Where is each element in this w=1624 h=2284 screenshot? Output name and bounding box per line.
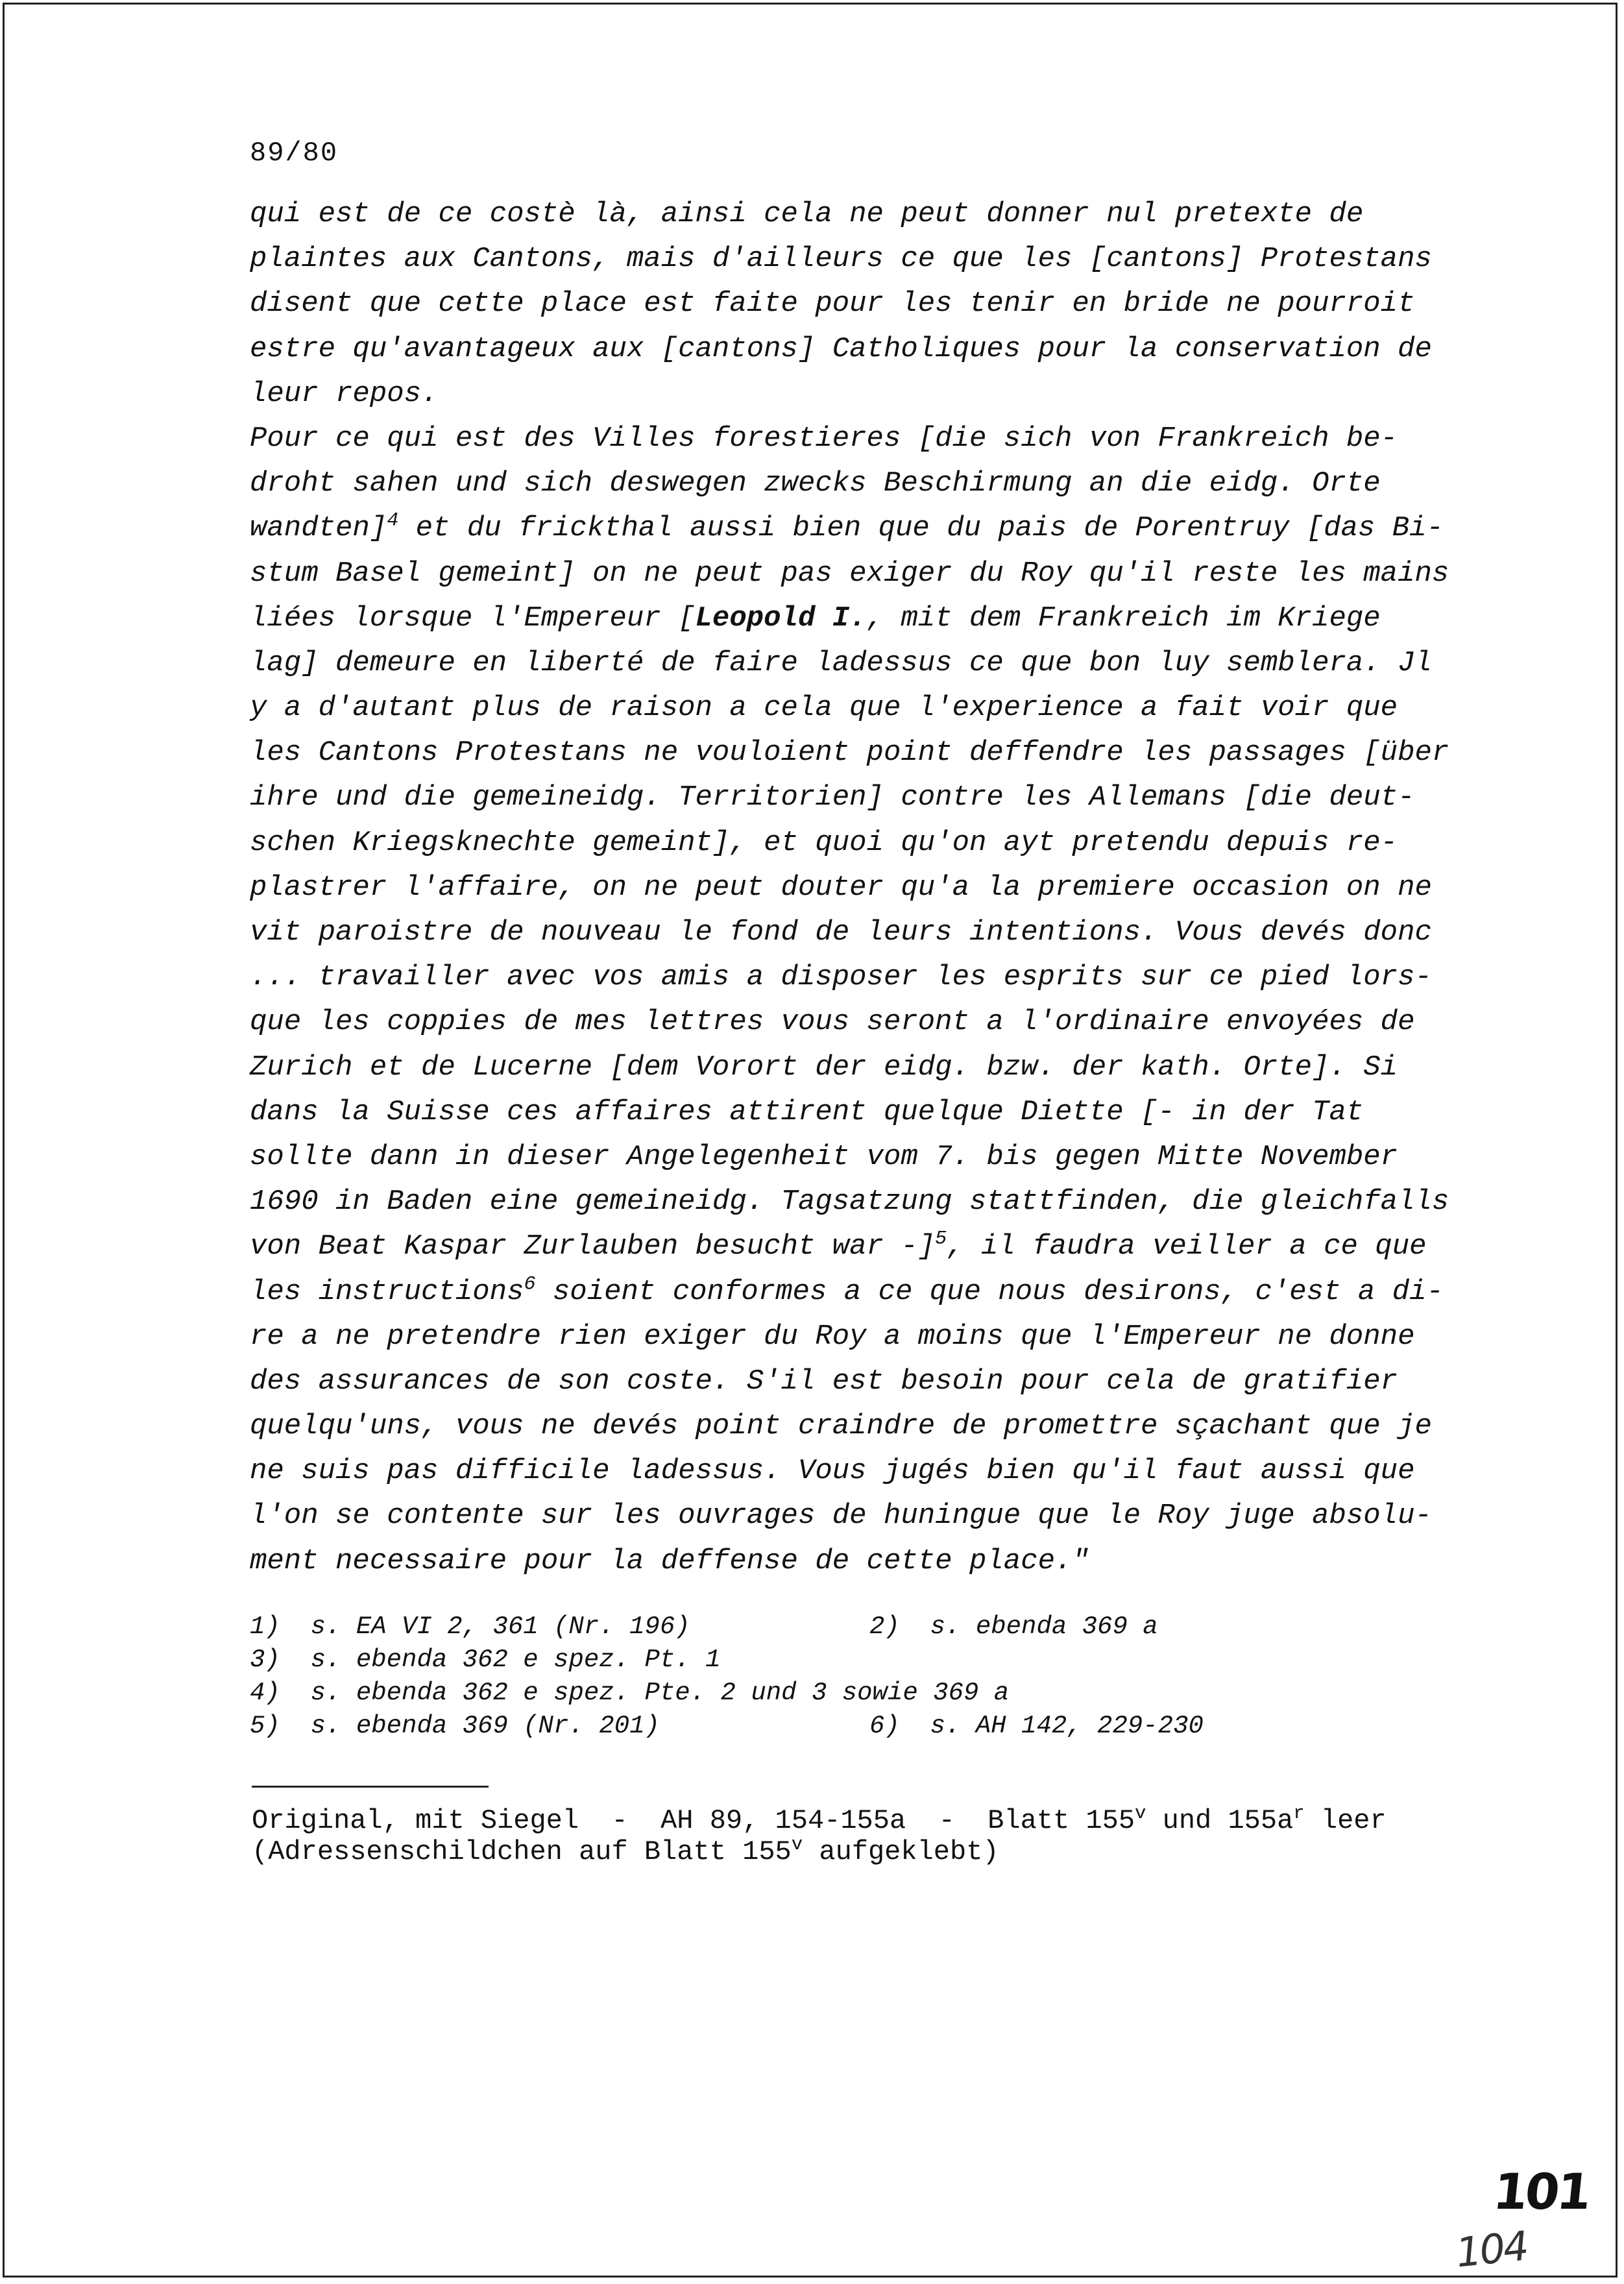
footnote-row (250, 1710, 1204, 1743)
body-line-bold: Leopold I. (695, 601, 867, 635)
body-line (250, 1315, 1449, 1359)
source-sup-recto: r (1293, 1803, 1305, 1824)
footnote-reference: 4 (387, 509, 399, 532)
body-line-text-continued: , il faudra veiller a ce que (947, 1230, 1427, 1263)
body-line (250, 641, 1449, 686)
footnote-entry: 2) s. ebenda 369 a (869, 1612, 1158, 1641)
footnote-entry: 3) s. ebenda 362 e spez. Pt. 1 (250, 1646, 721, 1674)
body-line-text: ... travailler avec vos amis a disposer les esprits sur ce pied lors- (250, 961, 1432, 994)
body-line-text: schen Kriegsknechte gemeint], et quoi qu'on ayt pretendu depuis re- (250, 826, 1398, 859)
body-line (250, 282, 1449, 326)
body-line (250, 1135, 1449, 1180)
body-line-text: wandten] (250, 512, 387, 545)
footnote-entry: 4) s. ebenda 362 e spez. Pte. 2 und 3 sowie 369 a (250, 1679, 1010, 1707)
footnote-reference: 6 (524, 1272, 536, 1295)
source-separator-rule (252, 1786, 489, 1788)
body-line-text: Zurich et de Lucerne [dem Vorort der eidg. bzw. der kath. Orte]. Si (250, 1051, 1398, 1084)
body-line-text: plaintes aux Cantons, mais d'ailleurs ce que les [cantons] Protestans (250, 243, 1432, 276)
body-line-text: plastrer l'affaire, on ne peut douter qu'a la premiere occasion on ne (250, 871, 1432, 904)
body-line-text: les Cantons Protestans ne vouloient point deffendre les passages [über (250, 736, 1449, 770)
body-line-text: re a ne pretendre rien exiger du Roy a moins que l'Empereur ne donne (250, 1320, 1415, 1353)
source-note-line-1 (252, 1805, 1387, 1836)
body-line-text: stum Basel gemeint] on ne peut pas exiger du Roy qu'il reste les mains (250, 557, 1449, 590)
body-line (250, 955, 1449, 1000)
body-line-text: quelqu'uns, vous ne devés point craindre de promettre sçachant que je (250, 1410, 1432, 1443)
body-line-text: estre qu'avantageux aux [cantons] Catholiques pour la conservation de (250, 332, 1432, 365)
body-line (250, 731, 1449, 775)
body-line-text: l'on se contente sur les ouvrages de huningue que le Roy juge absolu- (250, 1500, 1432, 1533)
body-line (250, 1000, 1449, 1045)
body-text (250, 192, 1449, 1584)
body-line (250, 686, 1449, 731)
body-line-text: les instructions (250, 1275, 524, 1308)
body-line-text: lag] demeure en liberté de faire ladessus ce que bon luy semblera. Jl (250, 646, 1432, 679)
body-line-text: ment necessaire pour la deffense de cette place." (250, 1544, 1089, 1577)
footnote-entry: 6) s. AH 142, 229-230 (869, 1712, 1204, 1740)
source-text-1b: und 155a (1146, 1805, 1294, 1836)
body-line (250, 461, 1449, 506)
body-line-text: Pour ce qui est des Villes forestieres [die sich von Frankreich be- (250, 422, 1398, 455)
body-line (250, 372, 1449, 417)
body-line-text: que les coppies de mes lettres vous seront a l'ordinaire envoyées de (250, 1006, 1415, 1039)
body-line-text: 1690 in Baden eine gemeineidg. Tagsatzung stattfinden, die gleichfalls (250, 1185, 1449, 1219)
body-line (250, 1224, 1449, 1269)
body-line (250, 327, 1449, 372)
body-line (250, 821, 1449, 866)
body-line (250, 1359, 1449, 1404)
footnote-row (250, 1677, 1009, 1710)
footnote-entry: 1) s. EA VI 2, 361 (Nr. 196) (250, 1612, 690, 1641)
body-line-text: vit paroistre de nouveau le fond de leurs intentions. Vous devés donc (250, 916, 1432, 949)
body-line (250, 237, 1449, 282)
handwritten-folio-number-pencil: 104 (1453, 2222, 1529, 2277)
body-line (250, 1090, 1449, 1135)
body-line (250, 596, 1449, 641)
body-line (250, 417, 1449, 461)
body-line-text: y a d'autant plus de raison a cela que l'experience a fait voir que (250, 692, 1398, 725)
source-text-2a: (Adressenschildchen auf Blatt 155 (252, 1836, 792, 1867)
body-line (250, 775, 1449, 820)
body-line (250, 506, 1449, 551)
source-note (252, 1805, 1387, 1867)
footnote-row (250, 1644, 1009, 1677)
body-line-text: des assurances de son coste. S'il est besoin pour cela de gratifier (250, 1365, 1398, 1398)
body-line-text: sollte dann in dieser Angelegenheit vom 7. bis gegen Mitte November (250, 1140, 1398, 1173)
body-line (250, 910, 1449, 955)
body-line-text-continued: et du frickthal aussi bien que du pais de Porentruy [das Bi- (398, 512, 1444, 545)
source-text-2b: aufgeklebt) (803, 1836, 999, 1867)
source-sup-verso: v (1135, 1803, 1146, 1824)
source-text-1a: Original, mit Siegel - AH 89, 154-155a - Blatt 155 (252, 1805, 1135, 1836)
body-line-text: von Beat Kaspar Zurlauben besucht war -] (250, 1230, 936, 1263)
body-line-text-continued: soient conformes a ce que nous desirons, c'est a di- (535, 1275, 1444, 1308)
body-line (250, 1449, 1449, 1494)
source-text-1c: leer (1304, 1805, 1387, 1836)
footnotes (250, 1610, 1204, 1743)
body-line (250, 1494, 1449, 1538)
footnote-reference: 5 (935, 1228, 947, 1250)
body-line (250, 1045, 1449, 1090)
footnote-entry: 5) s. ebenda 369 (Nr. 201) (250, 1712, 660, 1740)
body-line (250, 1539, 1449, 1584)
body-line (250, 1270, 1449, 1315)
handwritten-folio-number-ink: 101 (1490, 2163, 1592, 2220)
body-line-text-continued: , mit dem Frankreich im Kriege (866, 601, 1381, 635)
body-line-text: ihre und die gemeineidg. Territorien] contre les Allemans [die deut- (250, 781, 1415, 814)
body-line-text: qui est de ce costè là, ainsi cela ne peut donner nul pretexte de (250, 198, 1364, 230)
body-line-text: leur repos. (250, 377, 439, 410)
body-line-text: dans la Suisse ces affaires attirent quelque Diette [- in der Tat (250, 1095, 1364, 1128)
source-sup-verso-2: v (791, 1834, 803, 1855)
body-line (250, 1404, 1449, 1449)
page-number: 89/80 (250, 138, 339, 169)
body-line-text: droht sahen und sich deswegen zwecks Beschirmung an die eidg. Orte (250, 467, 1381, 500)
footnote-row (250, 1610, 1158, 1644)
source-note-line-2 (252, 1836, 1387, 1867)
body-line-text: liées lorsque l'Empereur [ (250, 601, 696, 635)
body-line (250, 192, 1449, 237)
body-line (250, 866, 1449, 910)
body-line (250, 552, 1449, 596)
body-line-text: disent que cette place est faite pour les tenir en bride ne pourroit (250, 287, 1415, 321)
body-line-text: ne suis pas difficile ladessus. Vous jugés bien qu'il faut aussi que (250, 1455, 1415, 1488)
body-line (250, 1180, 1449, 1224)
